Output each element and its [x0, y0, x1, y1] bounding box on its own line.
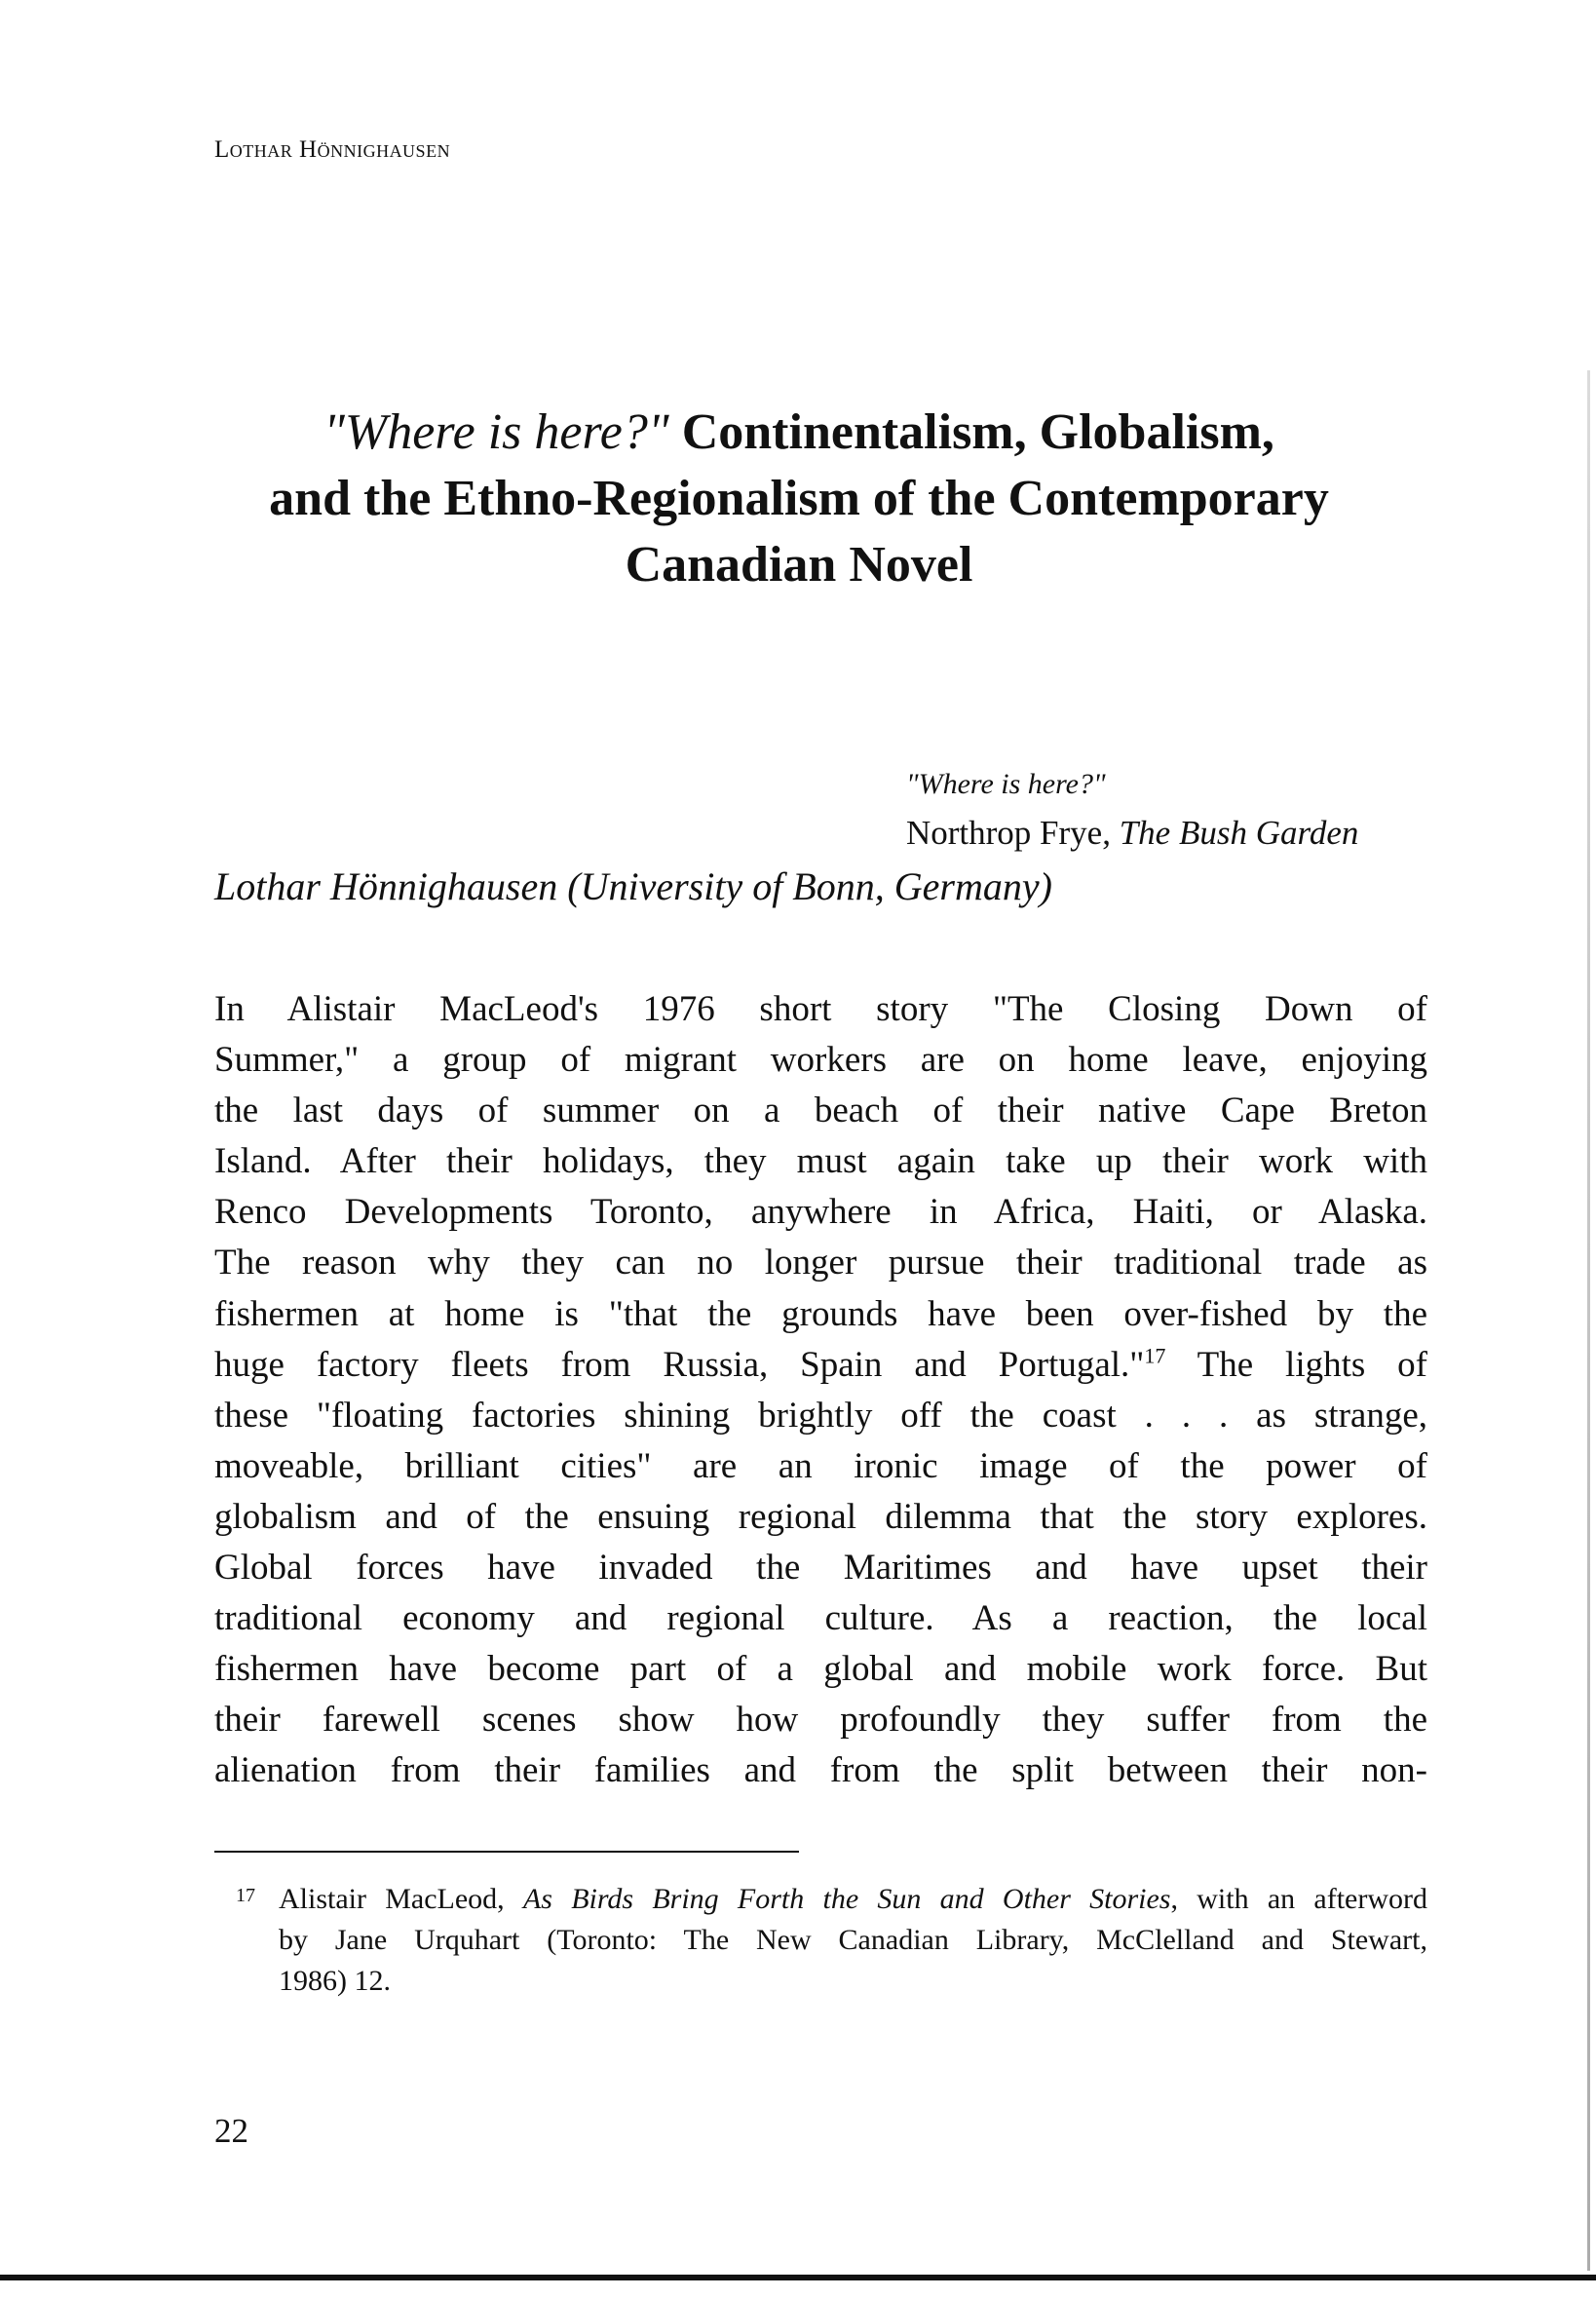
- body-line: Island. After their holidays, they must again take up their work with: [214, 1141, 1427, 1182]
- epigraph-book-title: The Bush Garden: [1119, 814, 1359, 852]
- footnote: [214, 1879, 1427, 2002]
- footnote-reference[interactable]: 17: [1144, 1343, 1166, 1368]
- article-title: [175, 400, 1423, 598]
- running-header: Lothar Hönnighausen: [214, 136, 451, 163]
- body-line-text: huge factory fleets from Russia, Spain and Portugal.": [214, 1344, 1145, 1385]
- footnote-book-title: As Birds Bring Forth the Sun and Other Stories: [522, 1883, 1171, 1915]
- body-line: Global forces have invaded the Maritimes and have upset their: [214, 1548, 1427, 1589]
- page-number: 22: [214, 2112, 248, 2150]
- title-line-2: and the Ethno-Regionalism of the Contemporary: [269, 471, 1329, 526]
- body-line: alienation from their families and from the split between their non-: [214, 1750, 1427, 1791]
- body-line: Renco Developments Toronto, anywhere in Africa, Haiti, or Alaska.: [214, 1192, 1427, 1233]
- body-line: their farewell scenes show how profoundly they suffer from the: [214, 1700, 1427, 1741]
- body-line: traditional economy and regional culture. As a reaction, the local: [214, 1598, 1427, 1639]
- body-line-with-footnote: [214, 1340, 1427, 1391]
- footnote-line-3: 1986) 12.: [279, 1965, 391, 1997]
- footnote-line-1: [214, 1879, 1427, 1920]
- epigraph-source: [906, 809, 1358, 858]
- body-line: fishermen at home is "that the grounds have been over-fished by the: [214, 1293, 1427, 1334]
- body-line: The reason why they can no longer pursue their traditional trade as: [214, 1243, 1427, 1283]
- body-line: Summer," a group of migrant workers are on home leave, enjoying: [214, 1040, 1427, 1081]
- scan-edge-bottom: [0, 2275, 1596, 2280]
- body-line: In Alistair MacLeod's 1976 short story "The Closing Down of: [214, 989, 1427, 1029]
- author-affiliation: Lothar Hönnighausen (University of Bonn, Germany): [214, 864, 1052, 908]
- body-line: globalism and of the ensuing regional dilemma that the story explores.: [214, 1496, 1427, 1537]
- epigraph-quote: "Where is here?": [906, 768, 1106, 800]
- body-line: the last days of summer on a beach of their native Cape Breton: [214, 1091, 1427, 1131]
- title-line-1: [175, 400, 1423, 466]
- footnote-line-1-rest: , with an afterword: [1170, 1883, 1427, 1915]
- body-line: fishermen have become part of a global and mobile work force. But: [214, 1649, 1427, 1690]
- footnote-mark: 17: [236, 1885, 255, 1906]
- title-line-1-rest: Continentalism, Globalism,: [668, 404, 1274, 460]
- body-paragraph: [214, 984, 1427, 1797]
- body-line: these "floating factories shining brightly off the coast . . . as strange,: [214, 1395, 1427, 1436]
- body-line-tail: The lights of: [1165, 1344, 1427, 1385]
- title-italic-question: "Where is here?": [323, 404, 669, 460]
- body-line: moveable, brilliant cities" are an ironic image of the power of: [214, 1445, 1427, 1486]
- epigraph: [906, 760, 1358, 858]
- footnote-divider: [214, 1851, 799, 1853]
- epigraph-author: Northrop Frye,: [906, 814, 1120, 852]
- scan-edge-right: [1587, 370, 1590, 2271]
- footnote-line-2: by Jane Urquhart (Toronto: The New Canadian Library, McClelland and Stewart,: [279, 1924, 1427, 1956]
- footnote-author: Alistair MacLeod,: [279, 1883, 523, 1915]
- title-line-3: Canadian Novel: [625, 537, 973, 593]
